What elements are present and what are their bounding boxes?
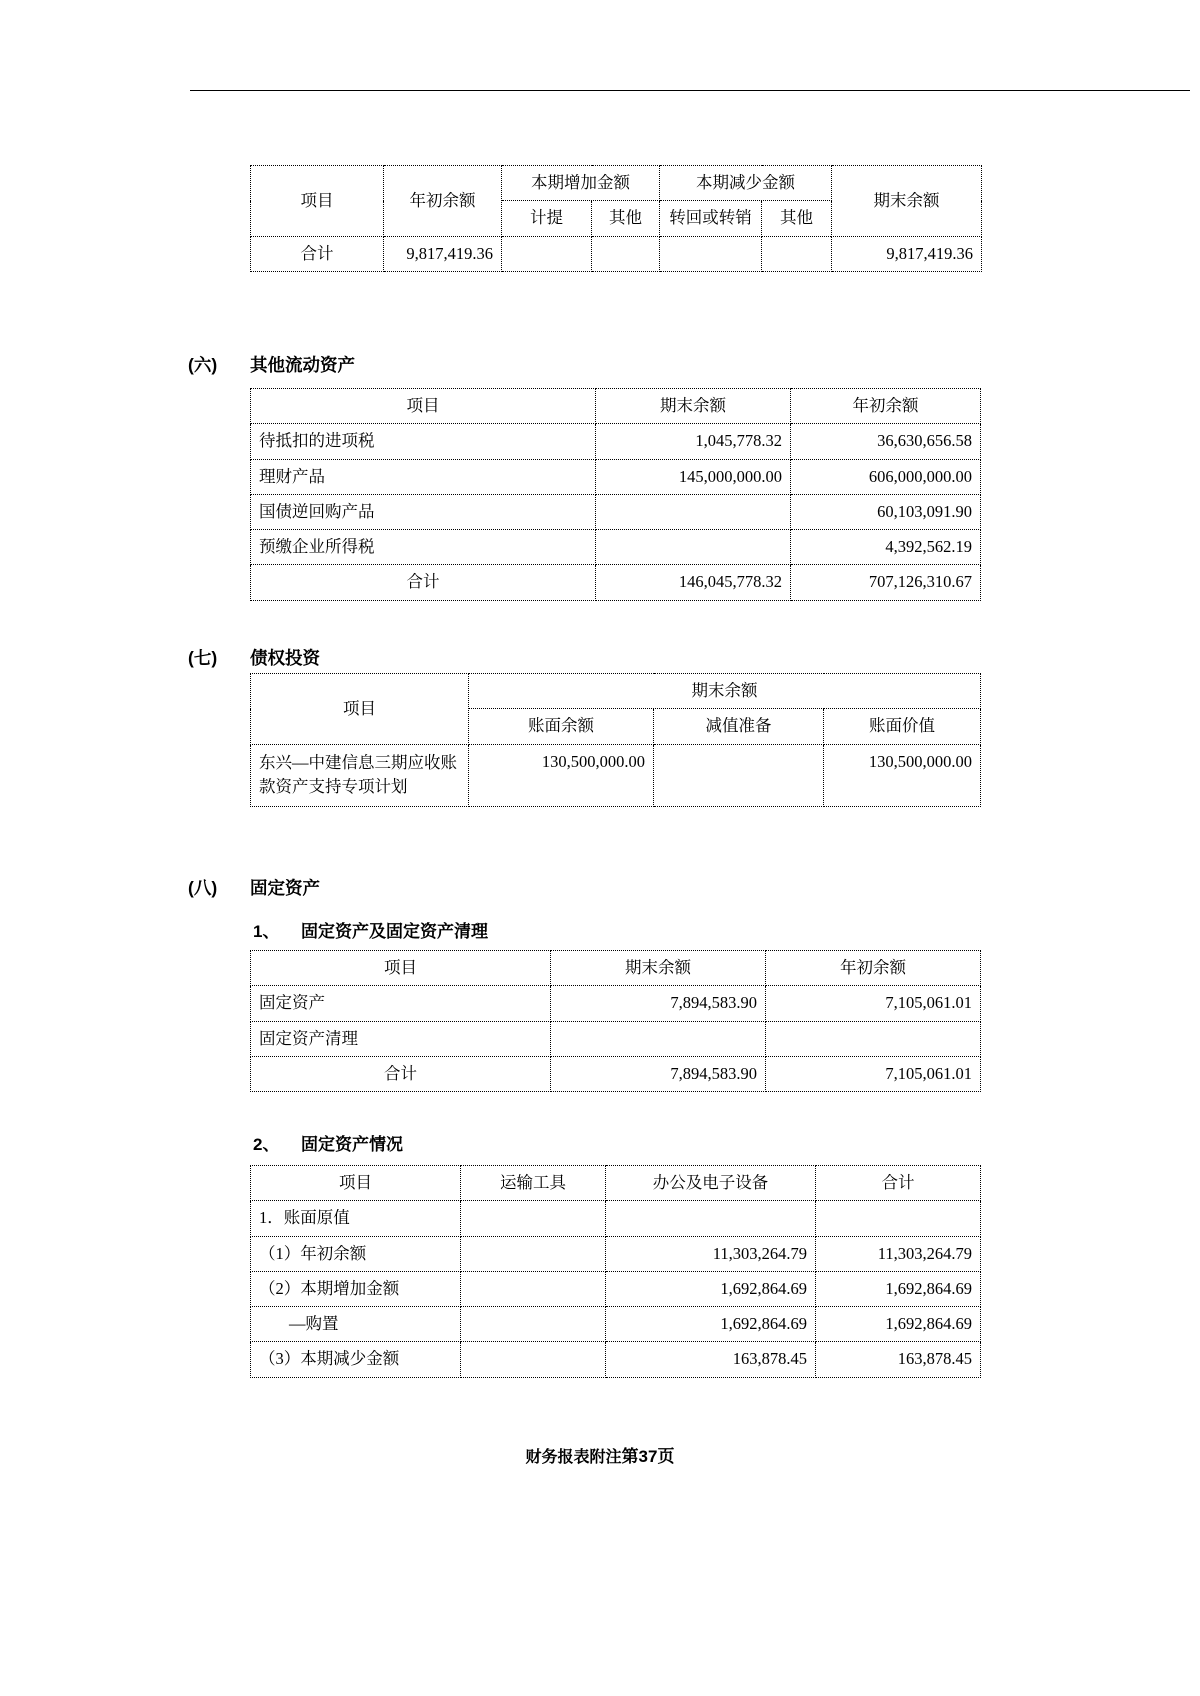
bad-debt-provision-table	[250, 165, 982, 272]
cell-end-balance	[551, 1021, 766, 1056]
table-header-row	[251, 389, 981, 424]
cell-accrual	[502, 236, 592, 271]
debt-investment-table-block	[250, 673, 981, 807]
sub2-number: 2、	[253, 1135, 280, 1154]
section-eight-sub2-heading	[253, 1130, 1053, 1155]
cell-item: 东兴—中建信息三期应收账款资产支持专项计划	[251, 744, 469, 807]
other-current-assets-table-block	[250, 388, 981, 601]
footer-page-suffix: 页	[657, 1447, 675, 1466]
section-six-number: (六)	[188, 355, 218, 375]
cell-begin-balance: 4,392,562.19	[791, 530, 981, 565]
cell-end-balance: 9,817,419.36	[832, 236, 982, 271]
cell-total: 11,303,264.79	[816, 1236, 981, 1271]
header-end-balance: 期末余额	[551, 951, 766, 986]
footer-page-prefix: 第	[621, 1447, 639, 1466]
section-six-title: 其他流动资产	[250, 355, 355, 375]
cell-begin-balance: 36,630,656.58	[791, 424, 981, 459]
page-footer	[0, 1442, 1200, 1467]
cell-total: 1,692,864.69	[816, 1271, 981, 1306]
header-book-value: 账面价值	[824, 709, 981, 744]
table-header-row	[251, 951, 981, 986]
cell-end-balance	[596, 530, 791, 565]
section-eight-number: (八)	[188, 878, 218, 898]
cell-begin-balance: 9,817,419.36	[384, 236, 502, 271]
cell-end-balance: 7,894,583.90	[551, 1056, 766, 1091]
cell-item: （1）年初余额	[251, 1236, 461, 1271]
bad-debt-provision-table-block	[250, 165, 982, 272]
header-accrual: 计提	[502, 201, 592, 236]
footer-page-number: 37	[638, 1447, 658, 1466]
table-row	[251, 1271, 981, 1306]
header-book-balance: 账面余额	[469, 709, 654, 744]
cell-office-electronic: 11,303,264.79	[606, 1236, 816, 1271]
section-eight-title: 固定资产	[250, 878, 320, 898]
cell-total: 163,878.45	[816, 1342, 981, 1377]
cell-end-balance	[596, 494, 791, 529]
header-item: 项目	[251, 166, 384, 237]
cell-item: 待抵扣的进项税	[251, 424, 596, 459]
cell-impairment	[654, 744, 824, 807]
section-seven-number: (七)	[188, 648, 218, 668]
fixed-assets-summary-table-block	[250, 950, 981, 1092]
cell-begin-balance: 7,105,061.01	[766, 1056, 981, 1091]
other-current-assets-table	[250, 388, 981, 601]
cell-transport	[461, 1271, 606, 1306]
cell-end-balance: 145,000,000.00	[596, 459, 791, 494]
cell-other-decrease	[762, 236, 832, 271]
table-row	[251, 494, 981, 529]
cell-end-balance: 1,045,778.32	[596, 424, 791, 459]
header-decrease-group: 本期减少金额	[660, 166, 832, 201]
table-header-row	[251, 1166, 981, 1201]
header-reversal: 转回或转销	[660, 201, 762, 236]
header-end-balance-group: 期末余额	[469, 674, 981, 709]
section-six-heading	[188, 352, 988, 377]
cell-end-balance: 146,045,778.32	[596, 565, 791, 600]
cell-item: 固定资产	[251, 986, 551, 1021]
table-row	[251, 1021, 981, 1056]
cell-item: 合计	[251, 236, 384, 271]
sub1-number: 1、	[253, 922, 280, 941]
header-other-decrease: 其他	[762, 201, 832, 236]
cell-item: 预缴企业所得税	[251, 530, 596, 565]
table-row	[251, 530, 981, 565]
table-total-row	[251, 565, 981, 600]
table-header-row	[251, 166, 982, 201]
table-row	[251, 236, 982, 271]
fixed-assets-detail-table	[250, 1165, 981, 1378]
table-row	[251, 1201, 981, 1236]
section-seven-heading	[188, 645, 988, 670]
sub1-title: 固定资产及固定资产清理	[301, 922, 488, 941]
table-row	[251, 459, 981, 494]
table-row	[251, 1342, 981, 1377]
sub2-title: 固定资产情况	[301, 1135, 403, 1154]
header-item: 项目	[251, 389, 596, 424]
cell-total	[816, 1201, 981, 1236]
header-end-balance: 期末余额	[596, 389, 791, 424]
header-increase-group: 本期增加金额	[502, 166, 660, 201]
cell-office-electronic: 1,692,864.69	[606, 1307, 816, 1342]
header-rule	[190, 90, 1190, 91]
table-row	[251, 1236, 981, 1271]
header-transport: 运输工具	[461, 1166, 606, 1201]
header-other-increase: 其他	[592, 201, 660, 236]
cell-office-electronic	[606, 1201, 816, 1236]
cell-item: （3）本期减少金额	[251, 1342, 461, 1377]
cell-item: 理财产品	[251, 459, 596, 494]
header-begin-balance: 年初余额	[384, 166, 502, 237]
cell-book-value: 130,500,000.00	[824, 744, 981, 807]
header-begin-balance: 年初余额	[766, 951, 981, 986]
fixed-assets-summary-table	[250, 950, 981, 1092]
cell-item: —购置	[251, 1307, 461, 1342]
cell-begin-balance: 7,105,061.01	[766, 986, 981, 1021]
table-row	[251, 986, 981, 1021]
cell-transport	[461, 1307, 606, 1342]
cell-transport	[461, 1342, 606, 1377]
cell-book-balance: 130,500,000.00	[469, 744, 654, 807]
cell-item: 固定资产清理	[251, 1021, 551, 1056]
header-begin-balance: 年初余额	[791, 389, 981, 424]
cell-begin-balance	[766, 1021, 981, 1056]
header-office-electronic: 办公及电子设备	[606, 1166, 816, 1201]
cell-begin-balance: 606,000,000.00	[791, 459, 981, 494]
cell-reversal	[660, 236, 762, 271]
header-item: 项目	[251, 1166, 461, 1201]
cell-office-electronic: 163,878.45	[606, 1342, 816, 1377]
cell-begin-balance: 707,126,310.67	[791, 565, 981, 600]
section-eight-heading	[188, 875, 988, 900]
cell-transport	[461, 1201, 606, 1236]
cell-item: 合计	[251, 1056, 551, 1091]
cell-total: 1,692,864.69	[816, 1307, 981, 1342]
cell-item: （2）本期增加金额	[251, 1271, 461, 1306]
cell-transport	[461, 1236, 606, 1271]
table-total-row	[251, 1056, 981, 1091]
table-row	[251, 744, 981, 807]
table-header-row	[251, 674, 981, 709]
cell-item: 国债逆回购产品	[251, 494, 596, 529]
cell-item: 1．账面原值	[251, 1201, 461, 1236]
cell-end-balance: 7,894,583.90	[551, 986, 766, 1021]
header-item: 项目	[251, 674, 469, 745]
header-total: 合计	[816, 1166, 981, 1201]
header-item: 项目	[251, 951, 551, 986]
section-seven-title: 债权投资	[250, 648, 320, 668]
debt-investment-table	[250, 673, 981, 807]
cell-item: 合计	[251, 565, 596, 600]
footer-label: 财务报表附注	[525, 1449, 622, 1466]
cell-other-increase	[592, 236, 660, 271]
header-impairment: 减值准备	[654, 709, 824, 744]
section-eight-sub1-heading	[253, 917, 1053, 942]
cell-begin-balance: 60,103,091.90	[791, 494, 981, 529]
fixed-assets-detail-table-block	[250, 1165, 981, 1378]
header-end-balance: 期末余额	[832, 166, 982, 237]
cell-office-electronic: 1,692,864.69	[606, 1271, 816, 1306]
table-row	[251, 424, 981, 459]
table-row	[251, 1307, 981, 1342]
